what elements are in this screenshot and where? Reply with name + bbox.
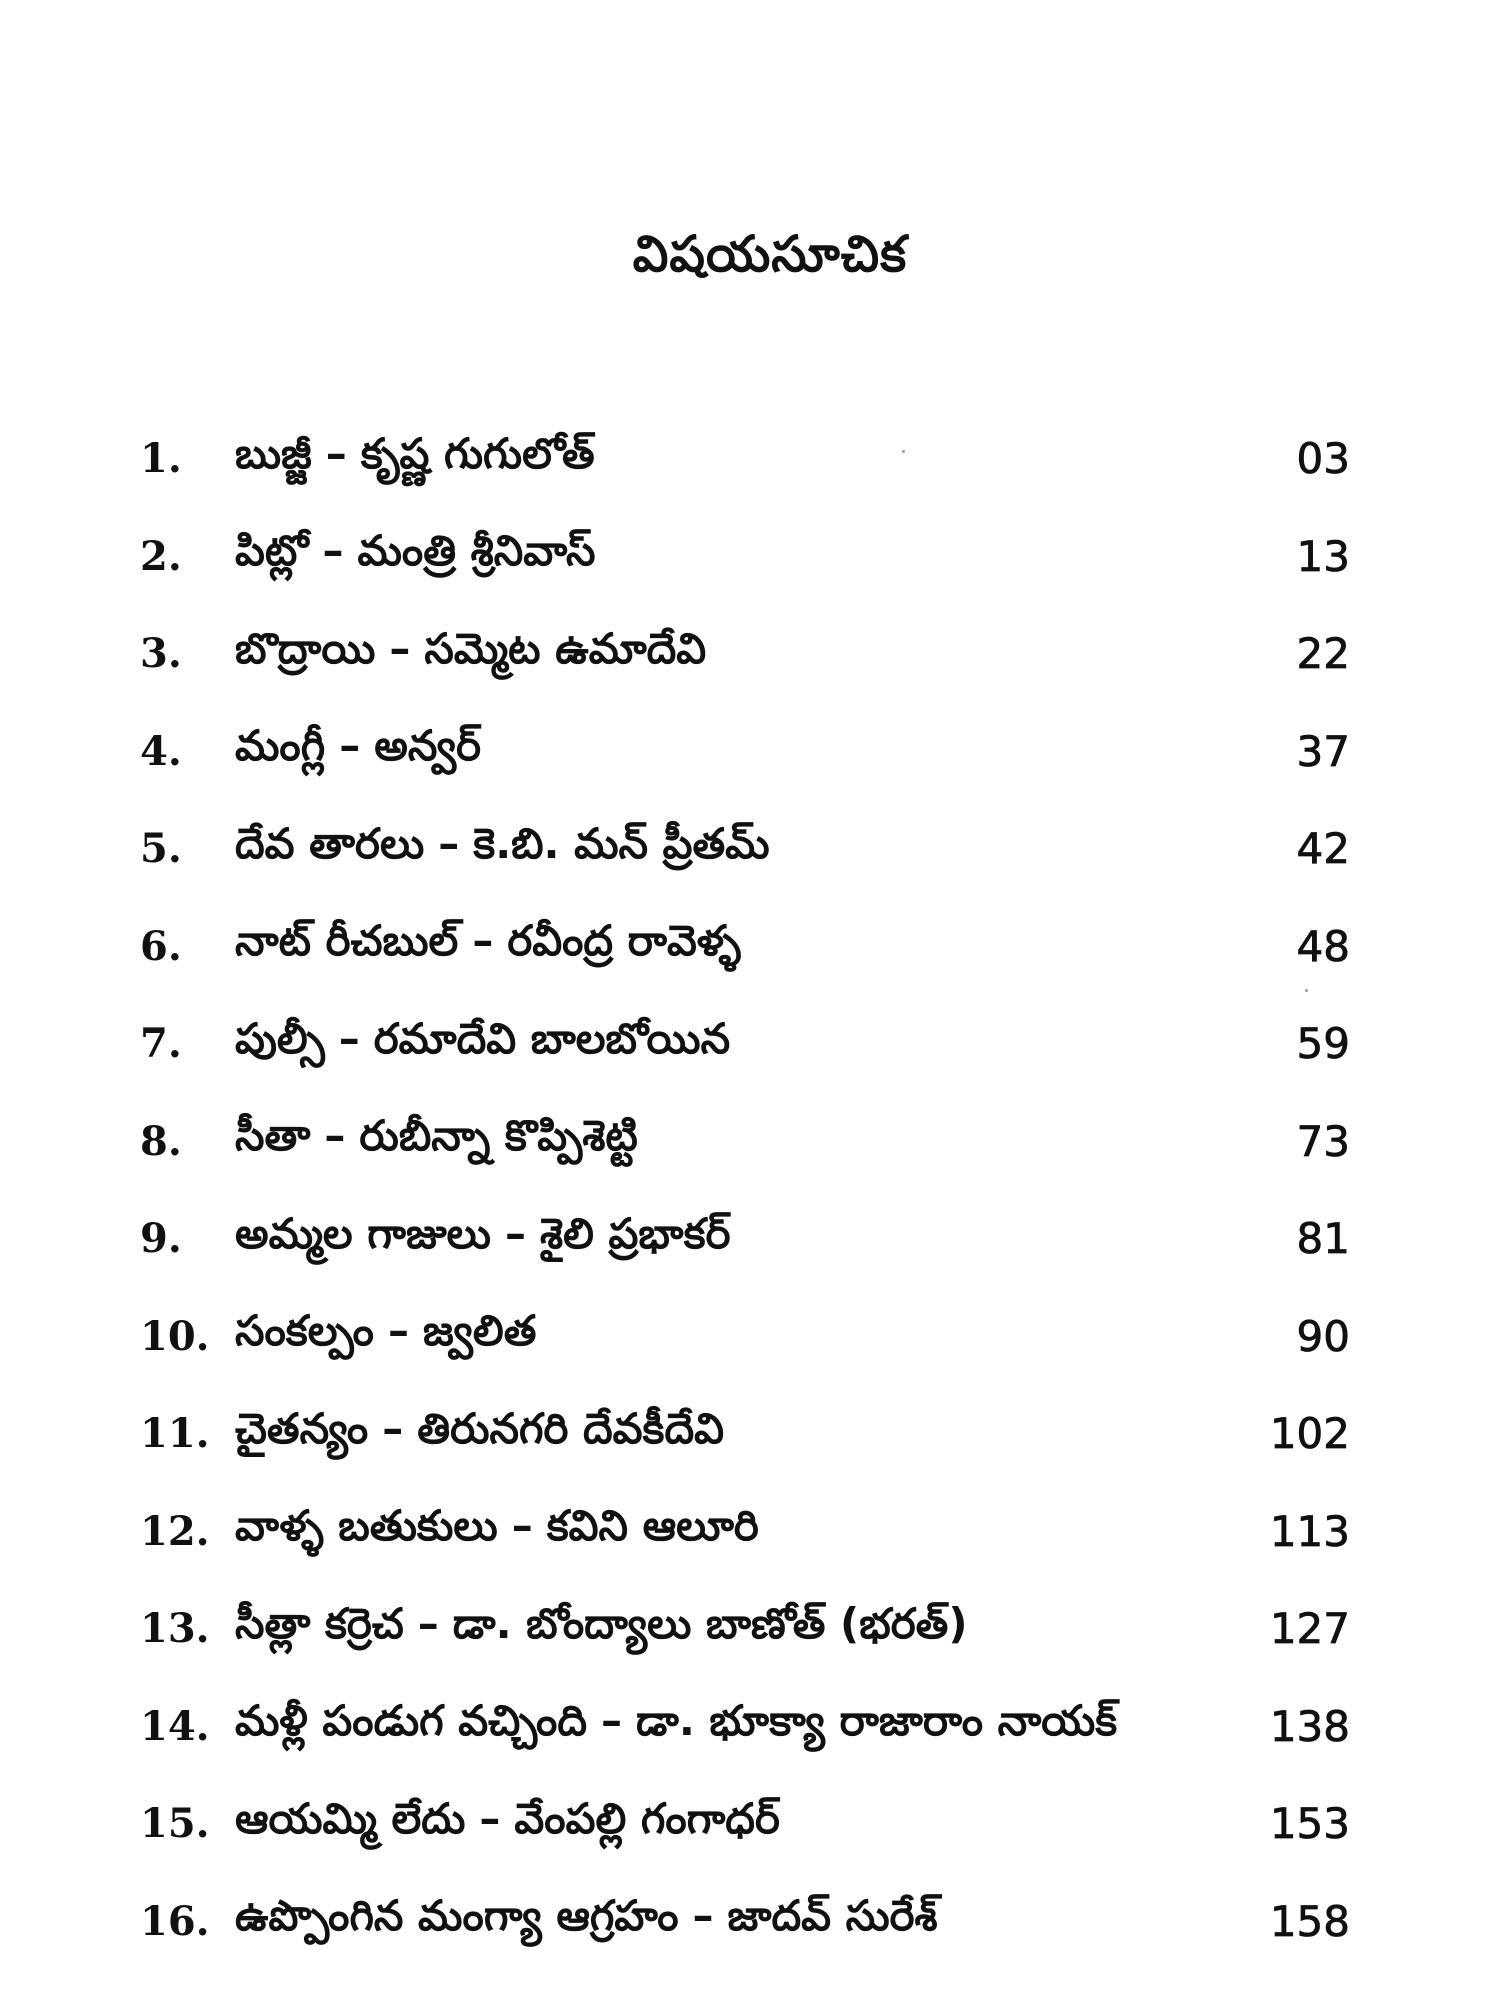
author-name: రుబీన్నా కొప్పిశెట్టి: [359, 1111, 638, 1161]
toc-entry-text: [235, 721, 1190, 781]
page-number: 13: [1296, 531, 1350, 581]
page-number: 153: [1269, 1799, 1350, 1849]
story-title: దేవ తారలు: [235, 818, 425, 868]
toc-entry-number: 1.: [140, 435, 182, 483]
page-number: 59: [1296, 1019, 1350, 1069]
toc-entry: [140, 508, 1350, 606]
title-author-separator: –: [339, 721, 361, 771]
toc-entry-number: 5.: [140, 825, 182, 873]
toc-entry-text: [235, 1696, 1190, 1756]
story-title: బొద్రాయి: [235, 623, 376, 673]
title-author-separator: –: [325, 428, 347, 478]
toc-entry-text: [235, 1014, 1190, 1074]
toc-entry-text: [235, 819, 1190, 879]
title-author-separator: –: [322, 526, 344, 576]
page-number: 81: [1296, 1214, 1350, 1264]
story-title: మంగ్లీ: [235, 721, 326, 771]
author-name: డా. బోంద్యాలు బాణోత్ (భరత్): [452, 1598, 968, 1648]
toc-entry: [140, 1775, 1350, 1873]
toc-entry: [140, 898, 1350, 996]
toc-entry-text: [235, 1599, 1190, 1659]
author-name: కృష్ణ గుగులోత్: [360, 428, 595, 478]
title-author-separator: –: [600, 1696, 622, 1746]
toc-entry-text: [235, 1891, 1190, 1951]
author-name: జాదవ్ సురేశ్: [727, 1891, 938, 1941]
toc-entry: [140, 995, 1350, 1093]
toc-entry-number: 9.: [140, 1215, 182, 1263]
toc-entry-number: 4.: [140, 727, 182, 775]
title-author-separator: –: [382, 1403, 404, 1453]
toc-entry-number: 14.: [140, 1702, 210, 1750]
author-name: సమ్మెట ఉమాదేవి: [424, 623, 707, 673]
toc-entry-number: 6.: [140, 922, 182, 970]
toc-entry-number: 10.: [140, 1312, 210, 1360]
title-author-separator: –: [511, 1501, 533, 1551]
story-title: ఆయమ్మి లేదు: [235, 1793, 466, 1843]
page-number: 48: [1296, 921, 1350, 971]
toc-entry-number: 12.: [140, 1507, 210, 1555]
scan-speck: [902, 450, 905, 453]
toc-entry-number: 2.: [140, 532, 182, 580]
toc-entry-text: [235, 1209, 1190, 1269]
story-title: మళ్లీ పండుగ వచ్చింది: [235, 1696, 587, 1746]
story-title: సీత్లా కర్రెచ: [235, 1598, 404, 1648]
story-title: నాట్ రీచబుల్: [235, 916, 459, 966]
author-name: అన్వర్: [374, 721, 481, 771]
author-name: డా. భూక్యా రాజారాం నాయక్: [635, 1696, 1118, 1746]
toc-entry-text: [235, 429, 1190, 489]
toc-entry-number: 16.: [140, 1897, 210, 1945]
title-author-separator: –: [338, 1013, 360, 1063]
toc-entry: [140, 1873, 1350, 1971]
title-author-separator: –: [479, 1793, 501, 1843]
toc-entry-text: [235, 1501, 1190, 1561]
toc-entry-number: 7.: [140, 1020, 182, 1068]
page-number: 22: [1296, 629, 1350, 679]
title-author-separator: –: [324, 1111, 346, 1161]
title-author-separator: –: [417, 1598, 439, 1648]
title-author-separator: –: [438, 818, 460, 868]
author-name: కవిని ఆలూరి: [546, 1501, 759, 1551]
toc-entry: [140, 703, 1350, 801]
page-number: 102: [1269, 1409, 1350, 1459]
page-number: 73: [1296, 1116, 1350, 1166]
toc-entry: [140, 1288, 1350, 1386]
toc-entry-number: 13.: [140, 1605, 210, 1653]
toc-entry: [140, 1093, 1350, 1191]
author-name: శైలి ప్రభాకర్: [539, 1208, 731, 1258]
page-number: 127: [1269, 1604, 1350, 1654]
story-title: పిట్లో: [235, 526, 309, 576]
story-title: చైతన్యం: [235, 1403, 369, 1453]
story-title: సంకల్పం: [235, 1306, 374, 1356]
toc-entry: [140, 410, 1350, 508]
page-number: 90: [1296, 1311, 1350, 1361]
toc-entry-number: 8.: [140, 1117, 182, 1165]
title-author-separator: –: [387, 1306, 409, 1356]
page-number: 113: [1269, 1506, 1350, 1556]
author-name: రమాదేవి బాలబోయిన: [373, 1013, 731, 1063]
author-name: కె.బి. మన్ ప్రీతమ్: [473, 818, 770, 868]
story-title: బుజ్జీ: [235, 428, 312, 478]
toc-entry-text: [235, 1404, 1190, 1464]
toc-entry: [140, 1385, 1350, 1483]
title-author-separator: –: [692, 1891, 714, 1941]
title-author-separator: –: [504, 1208, 526, 1258]
toc-entry: [140, 1190, 1350, 1288]
page-number: 42: [1296, 824, 1350, 874]
toc-entry-text: [235, 916, 1190, 976]
toc-entry: [140, 605, 1350, 703]
scan-speck: [1305, 989, 1308, 992]
author-name: జ్వలిత: [422, 1306, 537, 1356]
title-author-separator: –: [389, 623, 411, 673]
story-title: అమ్మల గాజులు: [235, 1208, 491, 1258]
toc-entry-text: [235, 1111, 1190, 1171]
toc-entry: [140, 800, 1350, 898]
toc-entry-text: [235, 1794, 1190, 1854]
table-of-contents: [140, 410, 1350, 1970]
author-name: వేంపల్లి గంగాధర్: [514, 1793, 780, 1843]
page-number: 03: [1296, 434, 1350, 484]
story-title: పుల్సీ: [235, 1013, 325, 1063]
author-name: రవీంద్ర రావెళ్ళ: [507, 916, 741, 966]
page-number: 138: [1269, 1701, 1350, 1751]
toc-entry-text: [235, 526, 1190, 586]
toc-entry: [140, 1580, 1350, 1678]
toc-entry-text: [235, 1306, 1190, 1366]
title-author-separator: –: [472, 916, 494, 966]
page-number: 158: [1269, 1896, 1350, 1946]
toc-entry-number: 11.: [140, 1410, 210, 1458]
story-title: ఉప్పొంగిన మంగ్యా ఆగ్రహం: [235, 1891, 679, 1941]
story-title: సీతా: [235, 1111, 311, 1161]
toc-entry-number: 3.: [140, 630, 182, 678]
toc-entry: [140, 1483, 1350, 1581]
story-title: వాళ్ళ బతుకులు: [235, 1501, 498, 1551]
author-name: మంత్రి శ్రీనివాస్: [357, 526, 596, 576]
author-name: తిరునగరి దేవకీదేవి: [417, 1403, 724, 1453]
toc-entry-number: 15.: [140, 1800, 210, 1848]
page-number: 37: [1296, 726, 1350, 776]
page-title: విషయసూచిక: [632, 225, 908, 283]
toc-entry-text: [235, 624, 1190, 684]
toc-entry: [140, 1678, 1350, 1776]
